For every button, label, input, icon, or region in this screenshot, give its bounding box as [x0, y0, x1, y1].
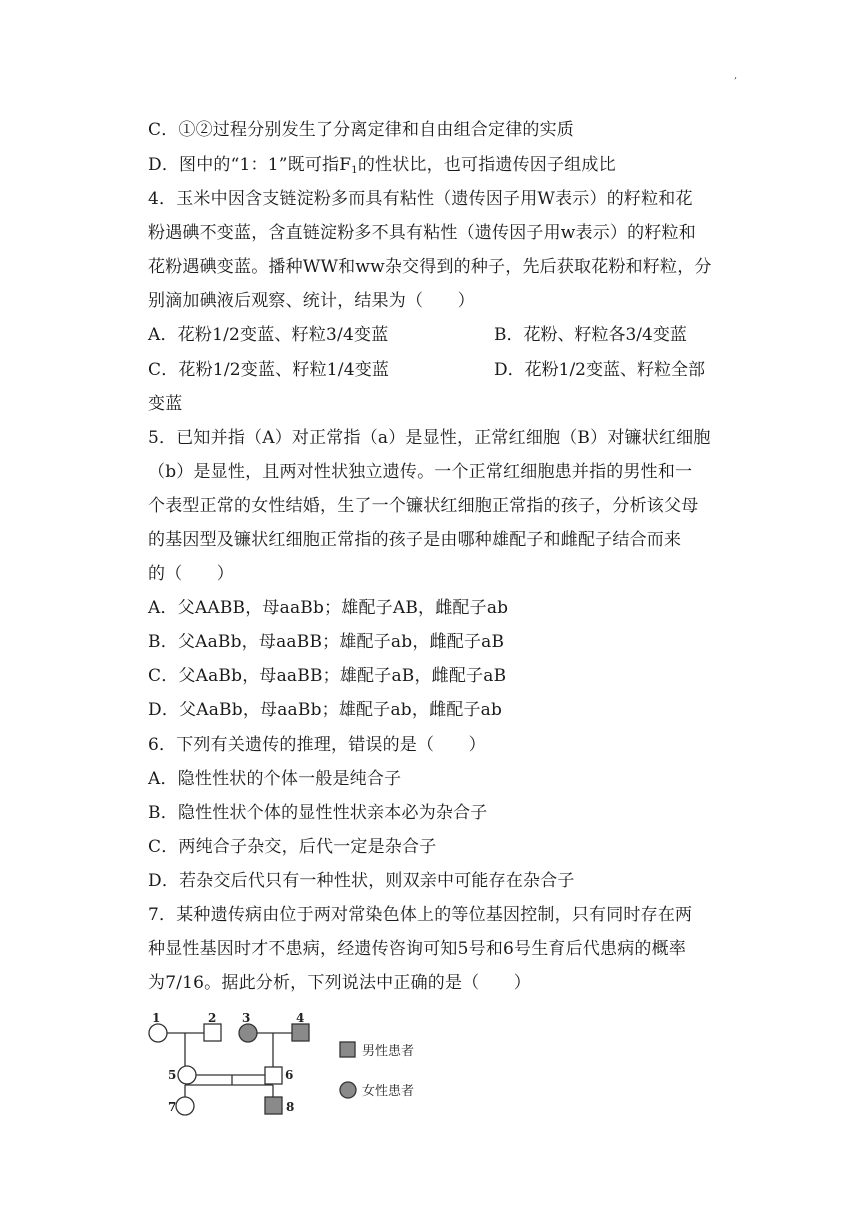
legend-male-symbol	[340, 1042, 355, 1057]
q5-stem-line5: 的（ ）	[148, 564, 234, 584]
corner-mark: ,	[734, 70, 738, 81]
legend-female-label: 女性患者	[362, 1084, 415, 1099]
label-5: 5	[168, 1068, 177, 1082]
q6-option-d: D．若杂交后代只有一种性状，则双亲中可能存在杂合子	[148, 871, 575, 891]
q3-option-d	[148, 155, 616, 181]
individual-6-male	[265, 1067, 282, 1084]
q5-option-b: B．父AaBb，母aaBB；雄配子ab，雌配子aB	[148, 632, 505, 652]
q6-stem: 6．下列有关遗传的推理，错误的是（ ）	[148, 735, 486, 755]
label-6: 6	[285, 1068, 294, 1082]
q7-stem-line2: 种显性基因时才不患病，经遗传咨询可知5号和6号生育后代患病的概率	[148, 939, 687, 959]
q4-option-d-cont: 变蓝	[148, 394, 183, 414]
q3-option-d-text2: 的性状比，也可指遗传因子组成比	[357, 155, 616, 175]
label-7: 7	[168, 1100, 177, 1114]
q5-stem-line2: （b）是显性，且两对性状独立遗传。一个正常红细胞患并指的男性和一	[148, 462, 693, 482]
q6-option-c: C．两纯合子杂交，后代一定是杂合子	[148, 837, 437, 857]
q4-option-b: B．花粉、籽粒各3/4变蓝	[494, 325, 687, 345]
q5-stem-line3: 个表型正常的女性结婚，生了一个镰状红细胞正常指的孩子，分析该父母	[148, 496, 699, 516]
label-3: 3	[242, 1011, 251, 1025]
label-8: 8	[286, 1100, 295, 1114]
pedigree-chart	[140, 1005, 440, 1135]
individual-1-female	[149, 1024, 167, 1042]
q5-option-a: A．父AABB，母aaBb；雄配子AB，雌配子ab	[148, 598, 509, 618]
q5-option-d: D．父AaBb，母aaBb；雄配子ab，雌配子ab	[148, 700, 503, 720]
q4-option-d: D．花粉1/2变蓝、籽粒全部	[494, 360, 705, 380]
q3-option-c: C．①②过程分别发生了分离定律和自由组合定律的实质	[148, 120, 575, 140]
q7-stem-line1: 7．某种遗传病由位于两对常染色体上的等位基因控制，只有同时存在两	[148, 905, 693, 925]
q4-stem-line4: 别滴加碘液后观察、统计，结果为（ ）	[148, 291, 475, 311]
individual-8-affected-male	[265, 1097, 282, 1114]
q4-stem-line2: 粉遇碘不变蓝，含直链淀粉多不具有粘性（遗传因子用w表示）的籽粒和	[148, 223, 696, 243]
q5-stem-line1: 5．已知并指（A）对正常指（a）是显性，正常红细胞（B）对镰状红细胞	[148, 428, 711, 448]
individual-4-affected-male	[292, 1024, 309, 1041]
q6-option-a: A．隐性性状的个体一般是纯合子	[148, 769, 402, 789]
individual-7-female	[176, 1097, 194, 1115]
q3-option-d-subscript: 1	[351, 165, 358, 176]
q3-option-d-text: D．图中的“1：1”既可指F	[148, 155, 352, 175]
legend-female-symbol	[340, 1082, 356, 1098]
label-1: 1	[152, 1011, 161, 1025]
q4-option-c: C．花粉1/2变蓝、籽粒1/4变蓝	[148, 360, 390, 380]
q4-stem-line3: 花粉遇碘变蓝。播种WW和ww杂交得到的种子，先后获取花粉和籽粒，分	[148, 257, 712, 277]
label-4: 4	[296, 1011, 305, 1025]
individual-3-affected-female	[239, 1024, 257, 1042]
individual-5-female	[178, 1066, 196, 1084]
q5-option-c: C．父AaBb，母aaBB；雄配子aB，雌配子aB	[148, 666, 507, 686]
label-2: 2	[208, 1011, 217, 1025]
q6-option-b: B．隐性性状个体的显性性状亲本必为杂合子	[148, 803, 488, 823]
individual-2-male	[204, 1024, 221, 1041]
legend-male-label: 男性患者	[362, 1044, 415, 1059]
q7-stem-line3: 为7/16。据此分析，下列说法中正确的是（ ）	[148, 973, 531, 993]
q4-option-a: A．花粉1/2变蓝、籽粒3/4变蓝	[148, 325, 389, 345]
q4-stem-line1: 4．玉米中因含支链淀粉多而具有粘性（遗传因子用W表示）的籽粒和花	[148, 189, 693, 209]
q5-stem-line4: 的基因型及镰状红细胞正常指的孩子是由哪种雄配子和雌配子结合而来	[148, 530, 682, 550]
